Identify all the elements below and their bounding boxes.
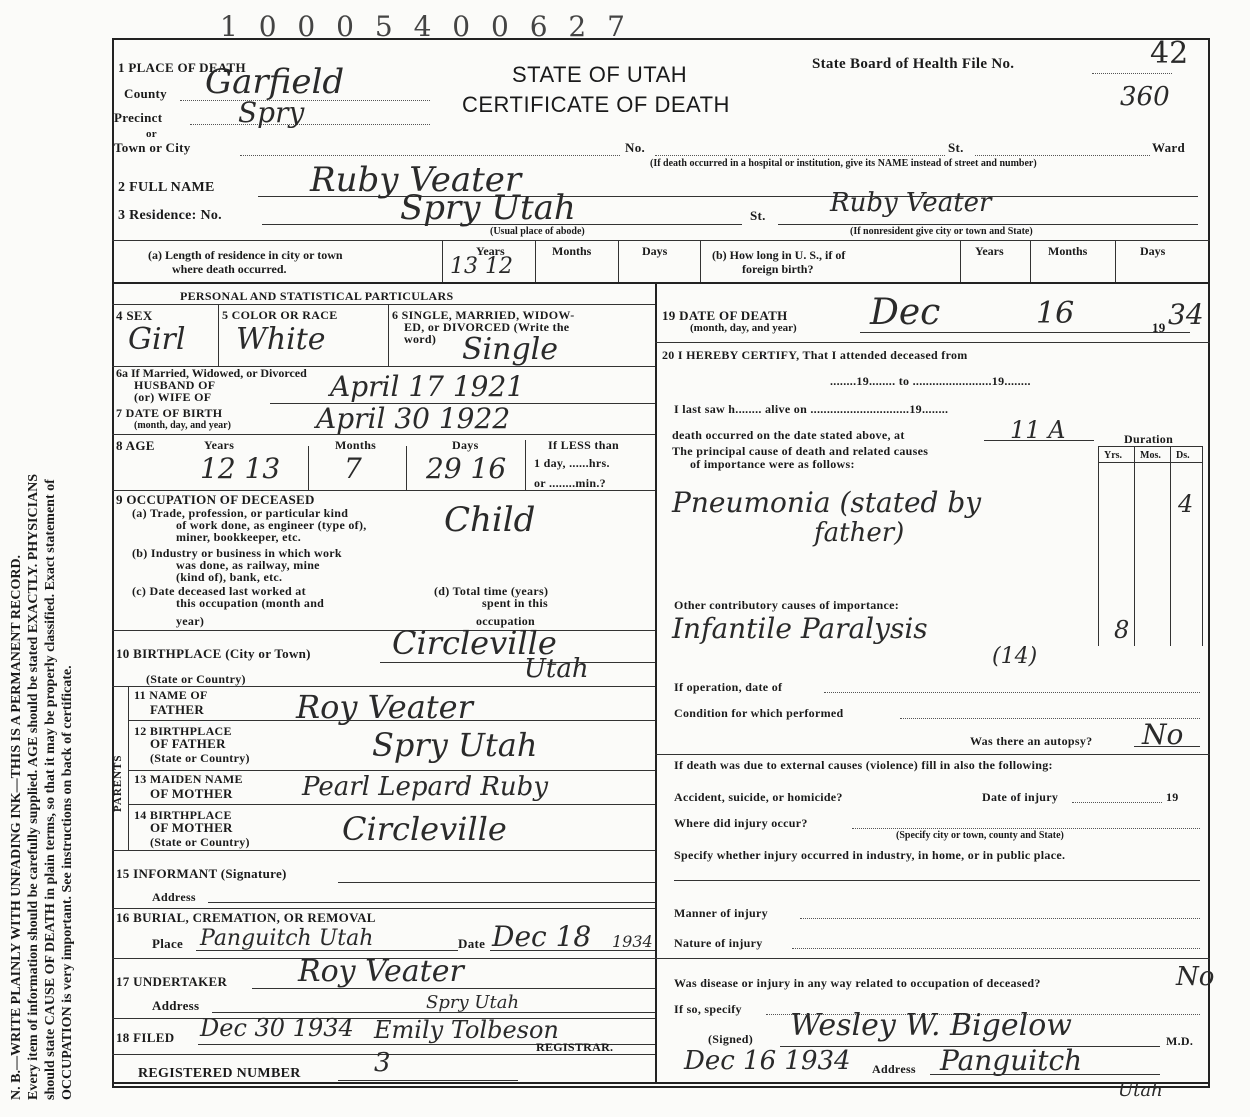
number-label: No.: [625, 140, 646, 155]
occupation-label: 9 OCCUPATION OF DECEASED: [116, 492, 315, 507]
margin-note-line: N. B.—WRITE PLAINLY WITH UNFADING INK—THIS IS A PERMANENT RECORD.: [9, 554, 24, 1100]
less-label-3: or ........min.?: [534, 476, 606, 490]
duration-yrs-label: Yrs.: [1104, 450, 1123, 461]
undertaker-label: 17 UNDERTAKER: [116, 974, 228, 989]
county-label: County: [124, 86, 167, 101]
mother-label-2: OF MOTHER: [150, 786, 233, 801]
occupation-b-1: (b) Industry or business in which work: [132, 546, 342, 560]
us-days-label: Days: [1140, 244, 1166, 258]
cause-value: Pneumonia (stated by: [672, 486, 982, 519]
age-years-value: 12 13: [200, 452, 281, 485]
age-months-value: 7: [344, 452, 362, 485]
death-occurred-label: death occurred on the date stated above, at: [672, 428, 905, 442]
undertaker-address-label: Address: [152, 998, 200, 1013]
days-label: Days: [642, 244, 668, 258]
file-number-label: State Board of Health File No.: [812, 56, 1015, 72]
color-value: White: [236, 322, 326, 357]
file-number-bottom: 360: [1120, 82, 1170, 112]
dob-value: April 30 1922: [316, 402, 511, 435]
full-name-value: Ruby Veater: [310, 160, 522, 200]
physician-address: Panguitch: [940, 1044, 1083, 1077]
street-label: St.: [948, 140, 964, 155]
spouse-value: April 17 1921: [330, 370, 525, 403]
occupation-value: Child: [444, 500, 536, 540]
cause-label-1: The principal cause of death and related causes: [672, 444, 929, 458]
father-label-2: FATHER: [150, 702, 205, 717]
us-months-label: Months: [1048, 244, 1088, 258]
where-injury-note: (Specify city or town, county and State): [896, 830, 1064, 841]
occupation-b-3: (kind of), bank, etc.: [176, 570, 283, 584]
other-causes-label: Other contributory causes of importance:: [674, 598, 900, 612]
death-hour: 11 A: [1010, 416, 1066, 444]
duration-ds-label: Ds.: [1176, 450, 1190, 461]
father-value: Roy Veater: [296, 688, 473, 726]
state-title: STATE OF UTAH: [512, 62, 688, 87]
marital-label-1: 6 SINGLE, MARRIED, WIDOW-: [392, 308, 575, 322]
occupation-d-3: occupation: [476, 614, 536, 628]
precinct-label: Precinct: [114, 110, 163, 125]
occupation-a-3: miner, bookkeeper, etc.: [176, 530, 302, 544]
file-number-top: 42: [1150, 36, 1189, 71]
serial-number: 1 0 0 0 5 4 0 0 6 2 7: [220, 10, 631, 43]
death-day: 16: [1036, 296, 1075, 331]
birthplace-state-label: (State or Country): [146, 672, 246, 686]
residence-label: 3 Residence: No.: [118, 208, 222, 223]
occupation-d-2: spent in this: [482, 596, 548, 610]
length-label-1: (a) Length of residence in city or town: [148, 248, 343, 262]
residence-years-value: 13 12: [450, 254, 513, 279]
margin-note-line: Every item of information should be carefully supplied. AGE should be stated EXACTLY. PHYSICIANS: [26, 473, 41, 1100]
occupation-c-1: (c) Date deceased last worked at: [132, 584, 306, 598]
autopsy-label: Was there an autopsy?: [970, 734, 1093, 748]
death-month: Dec: [870, 292, 941, 333]
burial-label: 16 BURIAL, CREMATION, OR REMOVAL: [116, 910, 376, 925]
occupation-related-value: No: [1176, 962, 1215, 992]
registered-number: 3: [374, 1048, 391, 1078]
occupation-c-2: this occupation (month and: [176, 596, 325, 610]
father-bp-label-3: (State or Country): [150, 751, 250, 765]
marital-label-3: word): [404, 332, 437, 346]
occupation-c-3: year): [176, 614, 205, 628]
dob-label-2: (month, day, and year): [134, 420, 231, 431]
burial-place-label: Place: [152, 936, 184, 951]
duration-mos-label: Mos.: [1140, 450, 1161, 461]
date-of-death-label-2: (month, day, and year): [690, 322, 797, 334]
death-year: 34: [1168, 298, 1204, 331]
age-months-label: Months: [335, 438, 377, 452]
md-label: M.D.: [1166, 1034, 1194, 1048]
occupation-b-2: was done, as railway, mine: [176, 558, 320, 572]
cause-label-2: of importance were as follows:: [690, 457, 855, 471]
mother-bp-label-3: (State or Country): [150, 835, 250, 849]
personal-header: PERSONAL AND STATISTICAL PARTICULARS: [180, 289, 454, 303]
informant-address-label: Address: [152, 890, 196, 904]
full-name-label: 2 FULL NAME: [118, 180, 215, 195]
informant-label: 15 INFORMANT (Signature): [116, 866, 287, 881]
margin-note-line: should state CAUSE OF DEATH in plain terms, so that it may be properly classified. Exact statement of: [43, 479, 58, 1100]
cause-days: 4: [1178, 490, 1194, 518]
external-causes-label: If death was due to external causes (violence) fill in also the following:: [674, 758, 1053, 772]
injury-year: 19: [1166, 790, 1179, 804]
mother-bp-value: Circleville: [342, 810, 507, 848]
mother-label-1: 13 MAIDEN NAME: [134, 772, 243, 786]
certify-label: 20 I HEREBY CERTIFY, That I attended deceased from: [662, 348, 968, 362]
months-label: Months: [552, 244, 592, 258]
burial-place-value: Panguitch Utah: [200, 926, 374, 951]
filed-date: Dec 30 1934: [200, 1014, 354, 1042]
sex-label: 4 SEX: [116, 308, 153, 323]
county-value: Garfield: [205, 62, 345, 102]
frame-bottom-line: [112, 1082, 1210, 1084]
age-days-value: 29 16: [426, 452, 507, 485]
father-bp-label-2: OF FATHER: [150, 736, 226, 751]
us-label-1: (b) How long in U. S., if of: [712, 248, 846, 262]
nature-label: Nature of injury: [674, 936, 763, 950]
filed-label: 18 FILED: [116, 1030, 175, 1045]
less-label-2: 1 day, ......hrs.: [534, 456, 610, 470]
sex-value: Girl: [128, 322, 186, 357]
injury-date-label: Date of injury: [982, 790, 1059, 804]
burial-year-value: 1934: [612, 932, 653, 951]
physician-address-label: Address: [872, 1062, 916, 1076]
father-bp-value: Spry Utah: [372, 726, 538, 764]
color-label: 5 COLOR OR RACE: [222, 308, 338, 322]
town-label: Town or City: [114, 140, 191, 155]
hospital-note: (If death occurred in a hospital or institution, give its NAME instead of street and number): [650, 158, 1037, 169]
ward-label: Ward: [1152, 140, 1185, 155]
birthplace-label: 10 BIRTHPLACE (City or Town): [116, 646, 311, 661]
accident-label: Accident, suicide, or homicide?: [674, 790, 843, 804]
birthplace-city: Circleville: [392, 624, 557, 662]
parents-side-label: PARENTS: [112, 754, 124, 812]
date-of-death-label-1: 19 DATE OF DEATH: [662, 308, 788, 323]
certify-line-2: ........19........ to ........................19........: [830, 374, 1031, 388]
other-causes-value: Infantile Paralysis: [672, 612, 928, 645]
length-label-2: where death occurred.: [172, 262, 287, 276]
undertaker-address: Spry Utah: [426, 992, 520, 1013]
occupation-d-1: (d) Total time (years): [434, 584, 549, 598]
mother-bp-label-1: 14 BIRTHPLACE: [134, 808, 232, 822]
mother-value: Pearl Lepard Ruby: [302, 772, 549, 802]
margin-note: [8, 40, 76, 1100]
specify-injury-label: Specify whether injury occurred in industry, in home, or in public place.: [674, 848, 1066, 862]
operation-label: If operation, date of: [674, 680, 783, 694]
nonresident-note: (If nonresident give city or town and State): [850, 226, 1033, 237]
where-injury-label: Where did injury occur?: [674, 816, 808, 830]
spouse-label-3: (or) WIFE OF: [134, 390, 212, 404]
certificate-title: CERTIFICATE OF DEATH: [462, 92, 730, 117]
years-label: Years: [476, 244, 505, 258]
registrar-label: REGISTRAR.: [536, 1040, 614, 1054]
marital-label-2: ED, or DIVORCED (Write the: [404, 320, 570, 334]
occupation-related-label: Was disease or injury in any way related to occupation of deceased?: [674, 976, 1041, 990]
cause-value-2: father): [814, 518, 905, 548]
mother-bp-label-2: OF MOTHER: [150, 820, 233, 835]
other-causes-months: 8: [1114, 616, 1130, 644]
physician-address-2: Utah: [1118, 1080, 1163, 1101]
last-saw-label: I last saw h........ alive on ..............................19........: [674, 402, 949, 416]
age-label: 8 AGE: [116, 438, 155, 453]
if-so-label: If so, specify: [674, 1002, 742, 1016]
condition-label: Condition for which performed: [674, 706, 844, 720]
usual-abode-note: (Usual place of abode): [490, 226, 585, 237]
residence-street-value: Ruby Veater: [830, 188, 992, 218]
place-of-death-label: 1 PLACE OF DEATH: [118, 60, 246, 75]
less-label-1: If LESS than: [548, 438, 619, 452]
age-years-label: Years: [204, 438, 235, 452]
age-days-label: Days: [452, 438, 479, 452]
precinct-value: Spry: [238, 96, 305, 129]
duration-label: Duration: [1124, 432, 1174, 446]
death-year-prefix: 19: [1152, 320, 1166, 335]
marital-value: Single: [462, 332, 559, 367]
undertaker-name: Roy Veater: [298, 954, 464, 989]
or-label: or: [146, 128, 157, 140]
residence-street-label: St.: [750, 208, 766, 223]
registrar-signature: Emily Tolbeson: [374, 1016, 559, 1044]
margin-note-line: OCCUPATION is very important. See instructions on back of certificate.: [60, 665, 75, 1100]
birthplace-state: Utah: [524, 654, 589, 684]
other-causes-paren: (14): [992, 644, 1038, 669]
dob-label-1: 7 DATE OF BIRTH: [116, 406, 223, 420]
sign-date: Dec 16 1934: [684, 1046, 851, 1076]
father-bp-label-1: 12 BIRTHPLACE: [134, 724, 232, 738]
father-label-1: 11 NAME OF: [134, 688, 208, 702]
physician-signature: Wesley W. Bigelow: [790, 1008, 1072, 1043]
burial-date-label: Date: [458, 936, 486, 951]
spouse-label-1: 6a If Married, Widowed, or Divorced: [116, 366, 307, 380]
signed-label: (Signed): [708, 1032, 754, 1046]
residence-value: Spry Utah: [400, 188, 576, 228]
spouse-label-2: HUSBAND OF: [134, 378, 216, 392]
us-label-2: foreign birth?: [742, 262, 814, 276]
occupation-a-2: of work done, as engineer (type of),: [176, 518, 367, 532]
burial-date-value: Dec 18: [492, 920, 592, 953]
registered-number-label: REGISTERED NUMBER: [138, 1066, 301, 1081]
autopsy-value: No: [1142, 718, 1184, 751]
occupation-a-1: (a) Trade, profession, or particular kind: [132, 506, 349, 520]
manner-label: Manner of injury: [674, 906, 768, 920]
us-years-label: Years: [975, 244, 1004, 258]
